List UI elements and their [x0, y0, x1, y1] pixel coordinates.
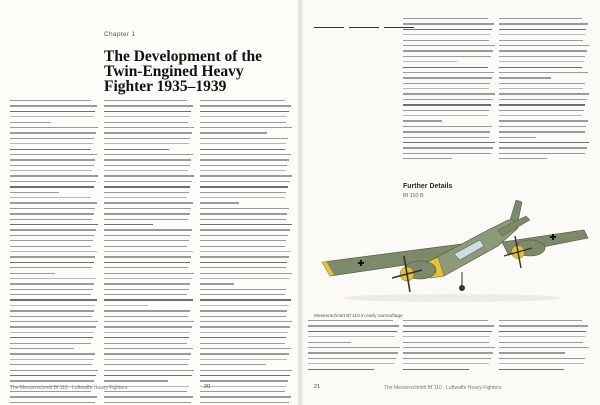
text-line [499, 369, 564, 370]
text-line [200, 175, 292, 176]
text-line [10, 316, 92, 317]
text-line [200, 305, 289, 306]
text-line [403, 72, 494, 73]
text-line [499, 93, 589, 94]
text-column-4 [403, 18, 495, 164]
text-line [499, 325, 588, 326]
text-line [200, 321, 292, 322]
text-line [10, 375, 96, 376]
text-line [10, 246, 91, 247]
text-line [104, 246, 187, 247]
text-line [403, 23, 494, 24]
text-line [403, 45, 495, 46]
text-line [10, 192, 59, 193]
text-line [200, 278, 290, 279]
text-line [403, 18, 488, 19]
text-line [104, 321, 194, 322]
text-line [10, 202, 97, 203]
chapter-label: Chapter 1 [104, 31, 136, 38]
text-line [200, 219, 286, 220]
text-line [308, 363, 394, 364]
text-line [200, 181, 290, 182]
text-line [403, 325, 494, 326]
text-line [10, 332, 94, 333]
text-line [104, 256, 191, 257]
text-line [104, 122, 188, 123]
text-line [104, 116, 190, 117]
text-line [499, 320, 582, 321]
text-line [104, 348, 193, 349]
text-line [10, 105, 97, 106]
text-line [200, 289, 286, 290]
text-line [499, 153, 585, 154]
text-line [10, 122, 51, 123]
text-line [403, 147, 493, 148]
text-line [308, 342, 351, 343]
text-line [200, 111, 289, 112]
gutter-shadow [297, 0, 303, 405]
text-line [403, 331, 492, 332]
text-line [104, 326, 192, 327]
text-line [200, 364, 266, 365]
text-line [104, 343, 187, 344]
text-line [104, 197, 187, 198]
text-line [499, 34, 585, 35]
text-line [10, 321, 98, 322]
text-line [200, 127, 292, 128]
text-line [104, 267, 188, 268]
text-line [104, 149, 169, 150]
text-line [403, 352, 493, 353]
text-line [10, 138, 94, 139]
text-line [200, 138, 288, 139]
text-line [104, 283, 190, 284]
chapter-title: The Development of the Twin-Engined Heavy Fighter 1935–1939 [104, 48, 262, 95]
text-line [200, 208, 289, 209]
text-line [10, 294, 91, 295]
text-line [308, 352, 398, 353]
text-line [308, 336, 395, 337]
text-line [403, 126, 492, 127]
text-line [499, 363, 584, 364]
text-line [200, 100, 285, 101]
text-line [403, 93, 495, 94]
section-heading: Further Details [403, 183, 453, 190]
text-line [10, 251, 97, 252]
text-line [403, 358, 491, 359]
text-line [104, 219, 188, 220]
text-line [403, 336, 490, 337]
text-line [200, 105, 291, 106]
text-line [499, 147, 587, 148]
text-line [10, 116, 94, 117]
text-line [104, 100, 187, 101]
text-line [10, 283, 94, 284]
text-line [403, 29, 492, 30]
text-line [10, 326, 96, 327]
text-line [10, 154, 97, 155]
text-line [403, 40, 489, 41]
text-line [200, 267, 286, 268]
text-line [200, 251, 291, 252]
text-line [104, 251, 193, 252]
text-line [104, 181, 192, 182]
text-line [10, 127, 98, 128]
text-line [10, 359, 94, 360]
text-line [403, 104, 491, 105]
text-line [403, 115, 488, 116]
text-line [403, 363, 489, 364]
text-line [200, 246, 285, 247]
text-line [104, 127, 194, 128]
text-line [104, 310, 190, 311]
text-column-2 [104, 100, 194, 405]
text-line [104, 159, 191, 160]
text-line [200, 370, 292, 371]
text-line [200, 132, 267, 133]
text-line [10, 100, 91, 101]
text-line [104, 213, 190, 214]
text-line [403, 61, 457, 62]
text-line [10, 343, 91, 344]
text-line [499, 29, 586, 30]
text-column-5 [499, 18, 589, 164]
text-line [499, 131, 585, 132]
text-line [104, 402, 191, 403]
text-line [499, 142, 589, 143]
text-line [200, 402, 289, 403]
text-line [403, 158, 452, 159]
text-line [200, 316, 286, 317]
text-column-1 [10, 100, 98, 405]
text-line [104, 380, 168, 381]
text-line [200, 359, 287, 360]
text-line [104, 337, 189, 338]
text-line [10, 213, 94, 214]
text-line [10, 402, 95, 403]
text-line [104, 375, 192, 376]
text-line [10, 396, 97, 397]
text-line [104, 165, 190, 166]
text-line [403, 369, 469, 370]
text-line [499, 23, 588, 24]
text-line [200, 337, 286, 338]
text-line [10, 111, 95, 112]
text-line [499, 358, 585, 359]
text-line [104, 396, 193, 397]
text-line [200, 202, 239, 203]
text-column-8 [499, 320, 589, 374]
text-line [200, 186, 288, 187]
text-line [499, 99, 587, 100]
text-line [200, 348, 291, 349]
text-line [10, 186, 94, 187]
text-line [10, 267, 92, 268]
text-line [104, 192, 189, 193]
text-line [10, 348, 74, 349]
text-line [200, 262, 287, 263]
text-line [200, 283, 234, 284]
text-line [200, 310, 287, 311]
text-line [403, 137, 489, 138]
text-line [104, 235, 190, 236]
text-line [200, 240, 286, 241]
text-line [200, 396, 291, 397]
text-line [200, 273, 292, 274]
text-line [104, 132, 192, 133]
text-line [499, 104, 585, 105]
text-line [403, 320, 488, 321]
text-line [104, 273, 194, 274]
text-line [200, 235, 288, 236]
left-folio: 20 [204, 384, 211, 390]
text-line [403, 99, 493, 100]
text-line [499, 50, 587, 51]
text-line [200, 149, 285, 150]
text-line [499, 72, 588, 73]
text-line [10, 229, 96, 230]
text-line [10, 364, 92, 365]
text-line [10, 380, 94, 381]
left-footer: The Messerschmitt Bf 110 · Luftwaffe Heavy Fighters [10, 385, 128, 391]
text-line [499, 126, 586, 127]
text-line [499, 331, 586, 332]
text-line [200, 197, 285, 198]
text-line [499, 18, 582, 19]
text-line [10, 208, 95, 209]
text-line [200, 391, 285, 392]
text-line [10, 224, 98, 225]
section-subheading: Bf 110 B [403, 193, 424, 199]
text-line [499, 336, 585, 337]
text-line [104, 305, 148, 306]
text-line [10, 262, 94, 263]
text-line [10, 391, 91, 392]
text-line [10, 159, 95, 160]
text-line [104, 224, 153, 225]
text-line [10, 370, 98, 371]
text-line [499, 77, 551, 78]
text-line [10, 337, 93, 338]
text-line [104, 240, 189, 241]
text-line [10, 149, 91, 150]
text-line [403, 50, 493, 51]
text-line [10, 240, 93, 241]
text-line [104, 370, 194, 371]
text-line [200, 192, 286, 193]
text-column-3 [200, 100, 292, 405]
text-line [200, 380, 288, 381]
text-line [200, 326, 290, 327]
image-caption: Messerschmitt Bf 110 in early camouflage [314, 314, 403, 319]
text-line [104, 105, 193, 106]
text-line [200, 116, 287, 117]
text-line [10, 235, 94, 236]
text-line [10, 256, 95, 257]
text-line [10, 197, 91, 198]
text-line [104, 359, 190, 360]
text-line [10, 305, 95, 306]
text-line [200, 122, 286, 123]
text-line [10, 219, 92, 220]
text-line [499, 56, 585, 57]
text-line [10, 143, 93, 144]
text-line [200, 299, 291, 300]
text-line [104, 262, 190, 263]
text-line [104, 364, 188, 365]
text-line [104, 278, 192, 279]
text-line [200, 143, 286, 144]
text-line [200, 159, 289, 160]
text-line [104, 289, 189, 290]
text-line [104, 391, 187, 392]
text-line [499, 110, 584, 111]
text-line [104, 202, 193, 203]
text-line [403, 67, 488, 68]
text-line [308, 358, 396, 359]
text-line [10, 132, 96, 133]
aircraft-illustration [312, 190, 600, 308]
text-line [104, 111, 191, 112]
text-line [403, 153, 491, 154]
text-line [200, 375, 290, 376]
text-line [499, 67, 582, 68]
text-line [499, 342, 583, 343]
text-line [403, 342, 489, 343]
text-line [104, 316, 188, 317]
left-page [0, 0, 299, 405]
right-folio: 21 [314, 384, 321, 390]
text-line [10, 273, 55, 274]
text-line [200, 386, 286, 387]
text-line [499, 40, 583, 41]
text-line [104, 170, 188, 171]
text-line [200, 165, 287, 166]
text-line [499, 61, 584, 62]
text-line [104, 143, 189, 144]
text-line [10, 170, 92, 171]
text-line [10, 181, 96, 182]
text-line [499, 352, 565, 353]
text-line [104, 154, 193, 155]
text-line [10, 278, 96, 279]
right-footer: The Messerschmitt Bf 110 · Luftwaffe Heavy Fighters [384, 385, 502, 391]
text-line [200, 213, 287, 214]
text-line [104, 332, 190, 333]
text-line [10, 165, 94, 166]
text-line [308, 320, 393, 321]
text-line [499, 83, 585, 84]
text-line [499, 88, 583, 89]
text-line [10, 353, 95, 354]
text-line [10, 175, 98, 176]
text-line [308, 369, 374, 370]
text-line [200, 343, 285, 344]
text-line [104, 299, 193, 300]
text-line [104, 353, 191, 354]
text-line [200, 224, 292, 225]
text-line [200, 332, 288, 333]
text-line [499, 137, 536, 138]
text-line [403, 56, 491, 57]
text-line [403, 110, 489, 111]
text-line [104, 229, 192, 230]
text-line [499, 45, 589, 46]
text-line [10, 289, 93, 290]
text-line [200, 294, 285, 295]
text-line [104, 208, 191, 209]
text-line [308, 331, 397, 332]
text-line [200, 353, 289, 354]
text-line [499, 115, 582, 116]
text-line [403, 88, 489, 89]
text-line [104, 138, 190, 139]
text-line [403, 347, 495, 348]
text-line [403, 120, 442, 121]
text-line [308, 347, 400, 348]
text-line [200, 229, 290, 230]
text-line [308, 325, 399, 326]
text-line [499, 158, 547, 159]
text-line [104, 175, 194, 176]
text-line [403, 34, 490, 35]
text-line [499, 347, 589, 348]
text-column-6 [308, 320, 400, 374]
text-line [403, 131, 490, 132]
text-line [104, 186, 190, 187]
text-line [10, 299, 97, 300]
text-line [200, 154, 291, 155]
text-line [403, 142, 495, 143]
text-line [10, 310, 94, 311]
text-line [200, 170, 286, 171]
text-line [200, 256, 289, 257]
text-line [403, 77, 492, 78]
text-column-7 [403, 320, 495, 374]
text-line [104, 294, 187, 295]
text-line [403, 83, 490, 84]
text-line [499, 120, 588, 121]
